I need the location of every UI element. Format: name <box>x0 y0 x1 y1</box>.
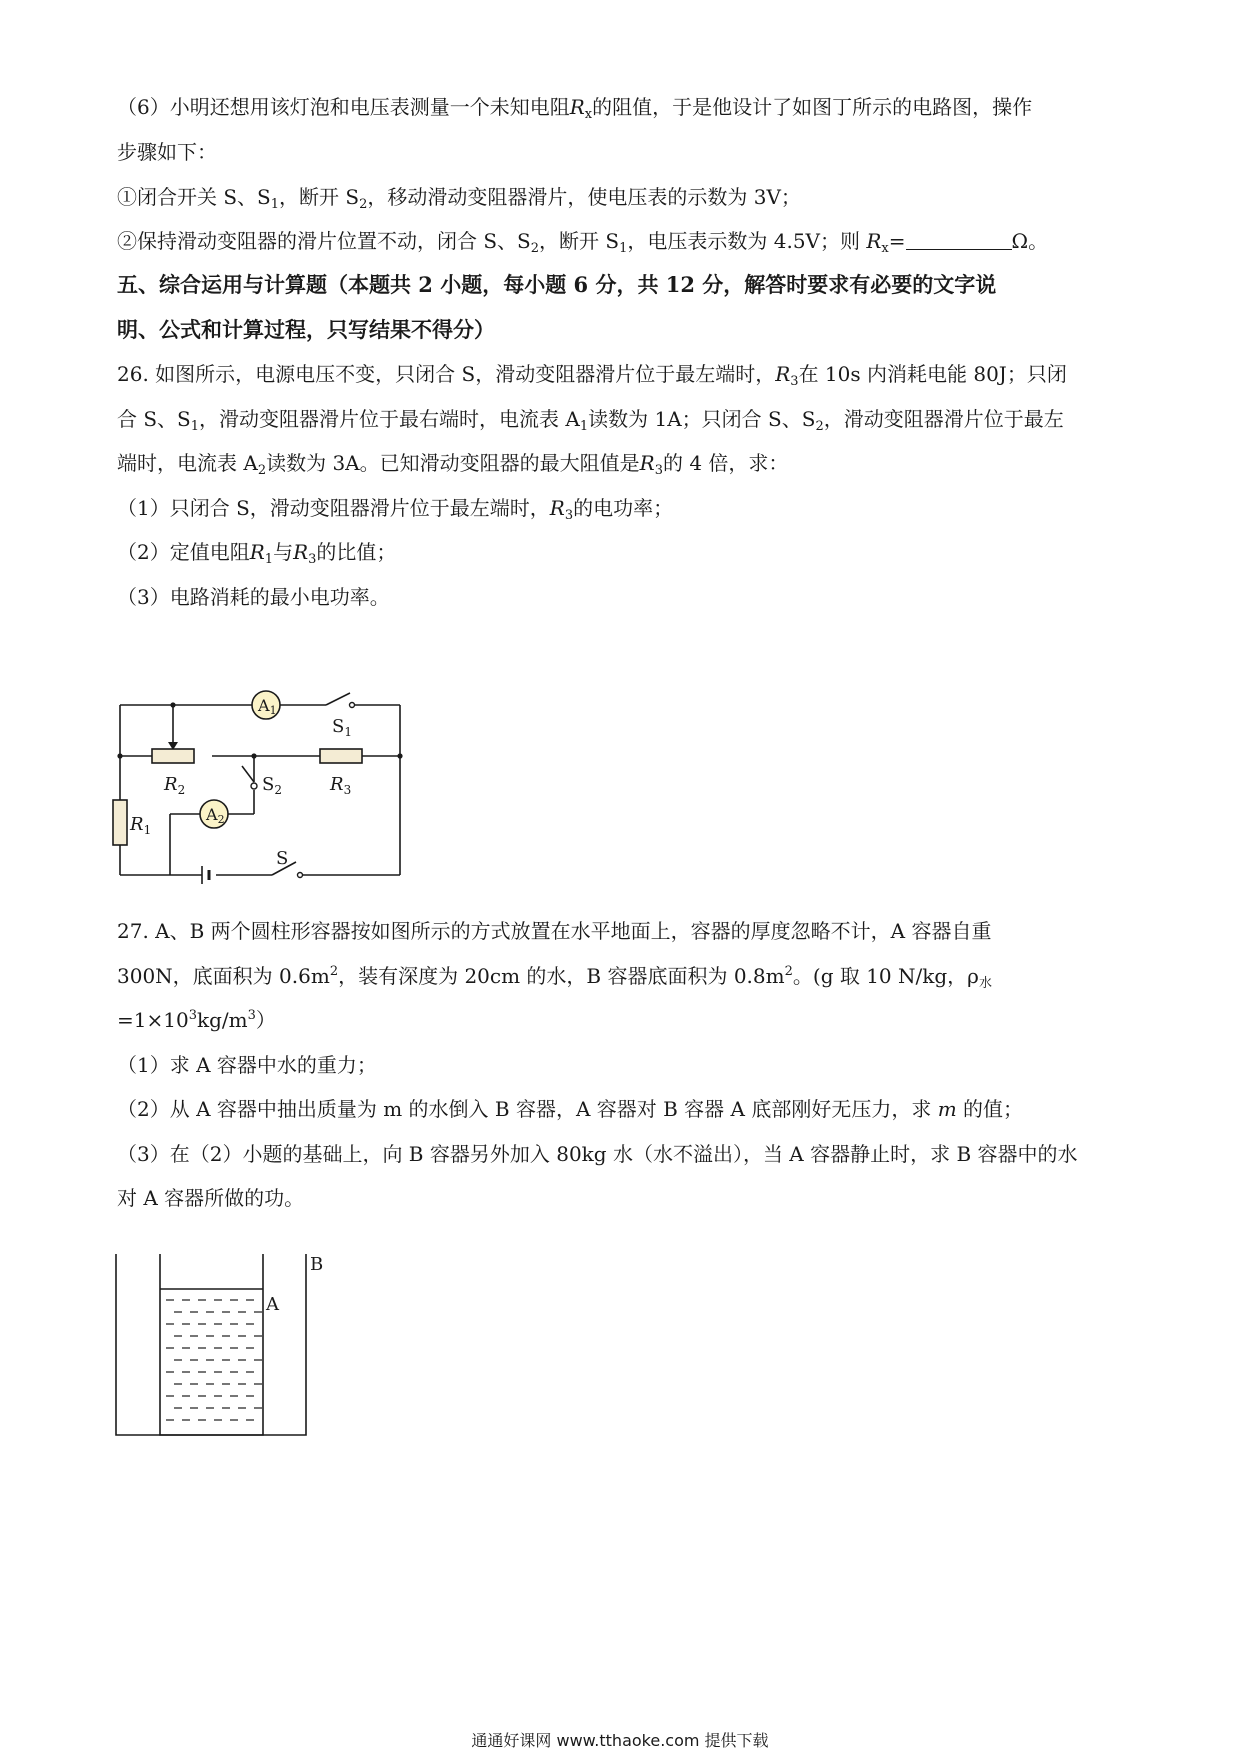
container-diagram <box>110 1250 330 1450</box>
section5-heading-line2: 明、公式和计算过程，只写结果不得分） <box>117 317 495 342</box>
q25-part6-line2: 步骤如下： <box>117 140 217 164</box>
q25-step2: ②保持滑动变阻器的滑片位置不动，闭合 S、$S_2$，断开 $S_1$，电压表示数为 4.5V；则 $R_x= \Omega$。 <box>117 229 1049 256</box>
q27-line3: $=1\times 10^3kg/m^3$） <box>117 1008 276 1032</box>
q26-sub3: （3）电路消耗的最小电功率。 <box>117 585 390 609</box>
q27-line2: 300N，底面积为 $0.6m^2$，装有深度为 20cm 的水，B 容器底面积为 $0.8m^2$。(g 取 10 N/kg，$\rho_水$ <box>117 964 992 991</box>
q26-sub2: （2）定值电阻$R_1$与$R_3$的比值； <box>117 540 397 567</box>
svg-text:S1: $S_1$ <box>332 716 352 739</box>
svg-text:A1: A1 <box>258 696 277 717</box>
svg-text:A2: A2 <box>206 805 225 826</box>
svg-text:R1: $R_1$ <box>130 814 152 837</box>
answer-blank[interactable] <box>906 229 1012 250</box>
q27-sub2: （2）从 A 容器中抽出质量为 m 的水倒入 B 容器，A 容器对 B 容器 A 底部刚好无压力，求 m 的值； <box>117 1097 1024 1121</box>
svg-text:R3: $R_3$ <box>330 774 352 797</box>
circuit-diagram <box>100 690 420 910</box>
svg-text:R2: $R_2$ <box>164 774 186 797</box>
svg-text:S: S <box>276 848 289 869</box>
q26-line2: 合 S、$S_1$，滑动变阻器滑片位于最右端时，电流表 $A_1$读数为 1A；只闭合 S、$S_2$，滑动变阻器滑片位于最左 <box>117 407 1064 434</box>
q26-line3: 端时，电流表 $A_2$读数为 3A。已知滑动变阻器的最大阻值是$R_3$的 4 倍，求： <box>117 451 789 478</box>
svg-text:S2: $S_2$ <box>262 774 282 797</box>
q27-sub3-line1: （3）在（2）小题的基础上，向 B 容器另外加入 80kg 水（水不溢出），当 A 容器静止时，求 B 容器中的水 <box>117 1142 1078 1166</box>
q27-sub3-line2: 对 A 容器所做的功。 <box>117 1186 305 1210</box>
q27-sub1: （1）求 A 容器中水的重力； <box>117 1053 377 1077</box>
q25-step1: ①闭合开关 S、$S_1$，断开 $S_2$，移动滑动变阻器滑片，使电压表的示数为 3V； <box>117 185 801 212</box>
q27-line1: 27. A、B 两个圆柱形容器按如图所示的方式放置在水平地面上，容器的厚度忽略不计，A 容器自重 <box>117 919 992 943</box>
svg-text:B: B <box>310 1254 324 1275</box>
q26-sub1: （1）只闭合 S，滑动变阻器滑片位于最左端时，$R_3$的电功率； <box>117 496 674 523</box>
section5-heading-line1: 五、综合运用与计算题（本题共 2 小题，每小题 6 分，共 12 分，解答时要求有必要的文字说 <box>117 272 997 297</box>
page-footer: 通通好课网 www.tthaoke.com 提供下载 <box>471 1731 769 1750</box>
q25-part6-line1: （6）小明还想用该灯泡和电压表测量一个未知电阻$R_x$的阻值，于是他设计了如图丁所示的电路图，操作 <box>117 95 1033 122</box>
q26-line1: 26. 如图所示，电源电压不变，只闭合 S，滑动变阻器滑片位于最左端时，$R_3$在 10s 内消耗电能 80J；只闭 <box>117 362 1067 389</box>
svg-text:A: A <box>266 1294 279 1315</box>
